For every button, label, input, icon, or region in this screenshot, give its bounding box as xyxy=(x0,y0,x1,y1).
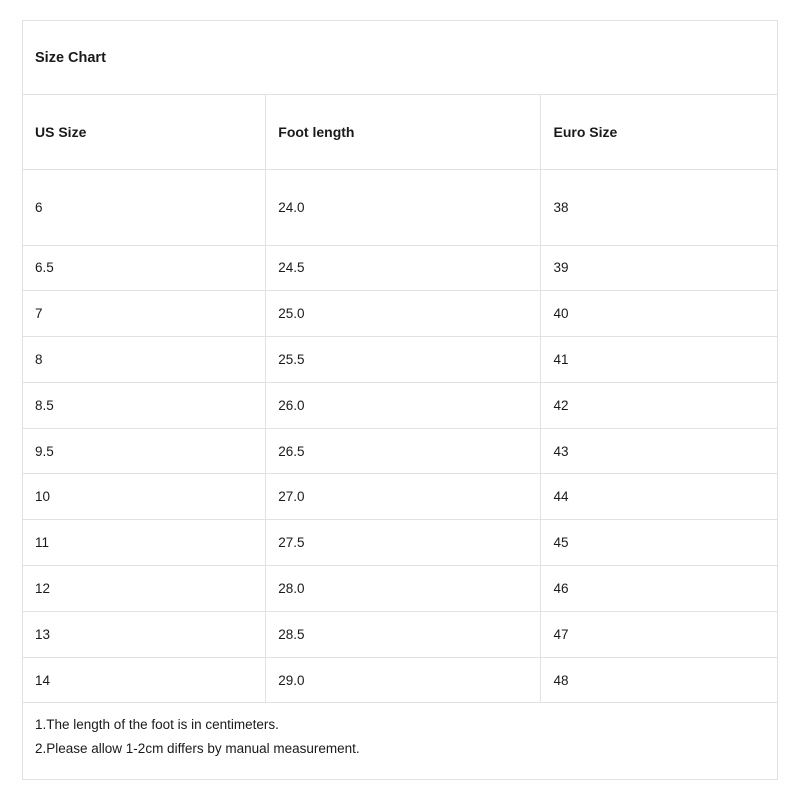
cell-us-size: 11 xyxy=(23,520,266,566)
table-row xyxy=(23,291,777,337)
table-row xyxy=(23,382,777,428)
cell-us-size: 8.5 xyxy=(23,382,266,428)
table-row xyxy=(23,474,777,520)
cell-euro-size: 48 xyxy=(541,657,777,703)
cell-us-size: 12 xyxy=(23,566,266,612)
cell-us-size: 13 xyxy=(23,611,266,657)
note-line-2: 2.Please allow 1-2cm differs by manual measurement. xyxy=(35,741,360,757)
cell-foot-length: 24.5 xyxy=(266,245,541,291)
note-line-1: 1.The length of the foot is in centimeters. xyxy=(35,717,279,733)
cell-foot-length: 28.5 xyxy=(266,611,541,657)
size-chart-card xyxy=(22,20,778,780)
table-row xyxy=(23,245,777,291)
cell-euro-size: 42 xyxy=(541,382,777,428)
chart-notes xyxy=(23,703,777,761)
cell-euro-size: 46 xyxy=(541,566,777,612)
cell-foot-length: 27.5 xyxy=(266,520,541,566)
column-header-euro-size: Euro Size xyxy=(541,95,777,169)
cell-us-size: 6.5 xyxy=(23,245,266,291)
table-row xyxy=(23,337,777,383)
cell-euro-size: 38 xyxy=(541,169,777,245)
cell-us-size: 9.5 xyxy=(23,428,266,474)
table-row xyxy=(23,428,777,474)
cell-foot-length: 25.0 xyxy=(266,291,541,337)
table-header-row xyxy=(23,95,777,169)
table-row xyxy=(23,657,777,703)
column-header-us-size: US Size xyxy=(23,95,266,169)
cell-euro-size: 43 xyxy=(541,428,777,474)
cell-us-size: 14 xyxy=(23,657,266,703)
cell-euro-size: 40 xyxy=(541,291,777,337)
table-row xyxy=(23,566,777,612)
cell-us-size: 10 xyxy=(23,474,266,520)
cell-euro-size: 39 xyxy=(541,245,777,291)
cell-euro-size: 41 xyxy=(541,337,777,383)
cell-euro-size: 45 xyxy=(541,520,777,566)
cell-us-size: 8 xyxy=(23,337,266,383)
cell-euro-size: 44 xyxy=(541,474,777,520)
cell-us-size: 6 xyxy=(23,169,266,245)
cell-foot-length: 27.0 xyxy=(266,474,541,520)
size-chart-table xyxy=(23,95,777,703)
page-title: Size Chart xyxy=(23,21,777,95)
cell-us-size: 7 xyxy=(23,291,266,337)
table-body xyxy=(23,169,777,703)
cell-foot-length: 26.0 xyxy=(266,382,541,428)
cell-foot-length: 25.5 xyxy=(266,337,541,383)
cell-foot-length: 26.5 xyxy=(266,428,541,474)
column-header-foot-length: Foot length xyxy=(266,95,541,169)
table-row xyxy=(23,611,777,657)
cell-euro-size: 47 xyxy=(541,611,777,657)
table-row xyxy=(23,169,777,245)
cell-foot-length: 24.0 xyxy=(266,169,541,245)
cell-foot-length: 28.0 xyxy=(266,566,541,612)
table-row xyxy=(23,520,777,566)
cell-foot-length: 29.0 xyxy=(266,657,541,703)
table-header xyxy=(23,95,777,169)
